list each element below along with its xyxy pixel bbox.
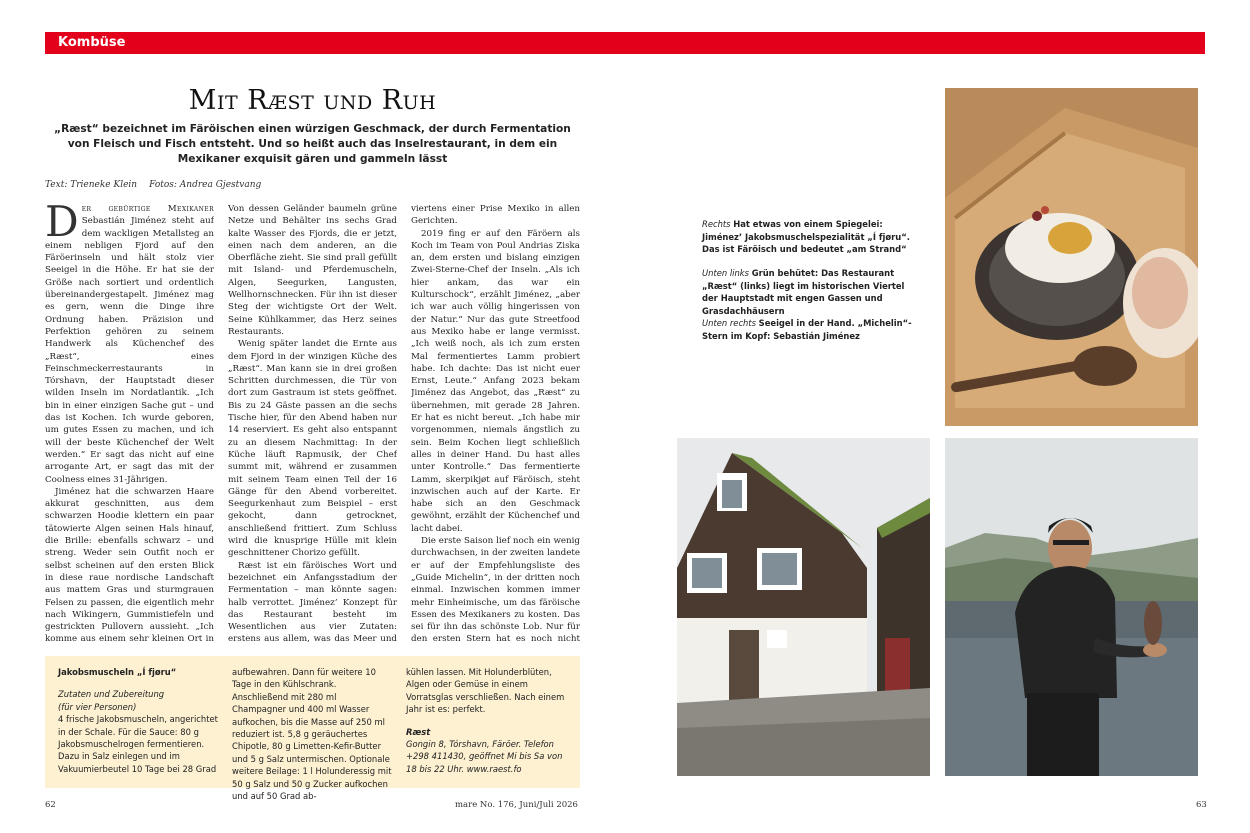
body-paragraph: Die erste Saison lief noch ein wenig durchwachsen, in der zweiten landete er auf der Empfehlungsliste des „Guide Michelin“, in der dritten noch einmal. Inzwischen kommen immer mehr Einheimische, um das färöische Essen des Mexikaners zu kosten. Das sei für ihn das schönste Lob. Nur für den ersten Stern hat es noch nicht bbox=[411, 536, 580, 643]
drop-cap: D bbox=[45, 203, 79, 246]
recipe-text: aufbewahren. Dann für weitere 10 Tage in den Kühlschrank. Anschließend mit 280 ml Champagner und 400 ml Wasser aufkochen, bis die Masse auf 250 ml reduziert ist. 5,8 g geräuchertes Chipotle, 80 g Limetten-Kefir-Butter und 5 g Salz untermischen. Optionale weitere Beilage: 1 l Holunderessig mit 50 g Salz und 50 g Zucker aufkochen und auf 50 Grad ab- bbox=[232, 667, 392, 802]
recipe-column-1 bbox=[58, 666, 218, 778]
body-column-3 bbox=[411, 203, 580, 643]
scallop-dish-photo bbox=[945, 88, 1198, 426]
recipe-title: Jakobsmuscheln „Í fjøru“ bbox=[58, 667, 177, 677]
opening-words: er gebürtige Mexikaner bbox=[81, 204, 214, 214]
body-paragraph: Jiménez hat die schwarzen Haare akkurat geschnitten, aus dem schwarzen Hoodie klettern ein paar tätowierte Algen seinen Hals hinauf, die Brille: ebenfalls schwarz – und streng. Weder sein Outfit noch er selbst scheinen auf den ersten Blick in diese raue nordische Landschaft aus mattem Gras und sturmgrauen Felsen zu passen, die eigentlich mehr nach Wikingern, Gummistiefeln und gestrickten Pullovern aussieht. „Ich komme aus einem sehr kleinen Ort in bbox=[45, 486, 214, 643]
caption-label: Rechts bbox=[702, 219, 731, 229]
photo-credit: Fotos: Andrea Gjestvang bbox=[149, 180, 262, 190]
section-rubric bbox=[45, 32, 1205, 54]
page-number-left: 62 bbox=[45, 800, 56, 810]
restaurant-house-photo bbox=[677, 438, 930, 776]
caption-label: Unten rechts bbox=[702, 318, 756, 328]
body-paragraph: 2019 fing er auf den Färöern als Koch im Team von Poul Andrias Ziska an, dem ersten und bislang einzigen Zwei-Sterne-Chef der Inseln. „Als ich hier ankam, das war ein Kulturschock“, erzählt Jiménez, „aber ich war auch völlig hingerissen von der Natur.“ Nur das gute Streetfood aus Mexiko habe er lange vermisst. „Ich weiß noch, als ich zum ersten Mal fermentiertes Lamm probiert habe. Ich dachte: Das ist nicht euer Ernst, Leute.“ Anfang 2023 bekam Jiménez das Angebot, das „Ræst“ zu übernehmen, mit gerade 28 Jahren. Er hat es nicht bereut. „Ich habe mir vorgenommen, niemals ängstlich zu sein. Beim Kochen liegt schließlich alles in deiner Hand. Du hast alles unter Kontrolle.“ Das fermentierte Lamm, skerpikjøt auf Färöisch, steht inzwischen auch auf der Karte. Er habe sich an den Geschmack gewöhnt, erzählt der Küchenchef und lacht dabei. bbox=[411, 228, 580, 534]
caption-bottom-right bbox=[702, 317, 922, 342]
text-credit: Text: Trieneke Klein bbox=[45, 180, 138, 190]
body-column-1 bbox=[45, 203, 214, 643]
page-number-right: 63 bbox=[1196, 800, 1207, 810]
body-paragraph: Von dessen Geländer baumeln grüne Netze und Behälter ins sechs Grad kalte Wasser des Fjords, die er jetzt, einen nach dem anderen, an die Oberfläche zieht. Sie sind prall gefüllt mit Island- und Pferdemuscheln, Algen, Seegurken, Langusten, Wellhornschnecken. Für ihn ist dieser Steg der wichtigste Ort der Welt. Seine Kühlkammer, das Herz seines Restaurants. bbox=[228, 204, 397, 337]
recipe-text: kühlen lassen. Mit Holunderblüten, Algen oder Gemüse in einem Vorratsglas verschließen. Nach einem Jahr ist es: perfekt. bbox=[406, 667, 565, 715]
article-title: Mit Ræst und Ruh bbox=[188, 85, 437, 116]
recipe-column-3 bbox=[406, 666, 566, 778]
restaurant-name: Ræst bbox=[406, 726, 431, 737]
magazine-issue: mare No. 176, Juni/Juli 2026 bbox=[455, 800, 578, 810]
chef-portrait-photo bbox=[945, 438, 1198, 776]
rubric-label: Kombüse bbox=[58, 35, 126, 50]
caption-text: Grün behütet: Das Restaurant „Ræst“ (links) liegt im historischen Viertel der Hauptstadt mit engen Gassen und Grasdachhäusern bbox=[702, 268, 905, 316]
caption-text: Seeigel in der Hand. „Michelin“-Stern im Kopf: Sebastián Jiménez bbox=[702, 318, 912, 341]
body-paragraph: Sebastián Jiménez steht auf dem wackligen Metallsteg an einem nebligen Fjord auf den Färöerinseln und hält stolz vier Seeigel in die Höhe. Er hat sie der Größe nach sortiert und ordentlich übereinandergestapelt. Jiménez mag es gern, wenn die Dinge ihre Ordnung haben. Präzision und Perfektion gehören zu seinem Handwerk als Küchenchef des „Ræst“, eines Feinschmeckerrestaurants in Tórshavn, der Hauptstadt dieser wilden Inseln im Nordatlantik. „Ich bin in einer einzigen Sache gut – und das ist Kochen. Ich wurde geboren, um gutes Essen zu machen, und ich will der beste Küchenchef der Welt werden.“ Er sagt das nicht auf eine arrogante Art, er sagt das mit der Coolness eines 31-Jährigen. bbox=[45, 216, 214, 485]
body-column-2 bbox=[228, 203, 397, 643]
body-paragraph: viertens einer Prise Mexiko in allen Gerichten. bbox=[411, 204, 580, 227]
body-paragraph: Wenig später landet die Ernte aus dem Fjord in der winzigen Küche des „Ræst“. Man kann sie in drei großen Schritten durchmessen, die Tür von dort zum Gastraum ist stets geöffnet. Bis zu 24 Gäste passen an die sechs Tische hier, für den Abend haben nur 14 reserviert. Es geht also entspannt zu an diesem Nachmittag: In der Küche läuft Rapmusik, der Chef summt mit, während er zusammen mit seinem Team einen Teil der 16 Gänge für den Abend vorbereitet. Seegurkenhaut zum Beispiel – erst gekocht, dann getrocknet, anschließend frittiert. Zum Schluss wird die knusprige Hülle mit klein geschnittener Chorizo gefüllt. bbox=[228, 339, 397, 559]
article-credits bbox=[45, 180, 580, 190]
restaurant-address: Gongin 8, Tórshavn, Färöer. Telefon +298 411430, geöffnet Mi bis Sa von 18 bis 22 Uhr. www.raest.fo bbox=[406, 739, 563, 774]
body-paragraph: Ræst ist ein färöisches Wort und bezeichnet ein Anfangsstadium der Fermentation – man könnte sagen: halb verrottet. Jiménez’ Konzept für das Restaurant besteht im Wesentlichen aus vier Zutaten: erstens aus allem, was das Meer und bbox=[228, 560, 397, 643]
caption-bottom-left bbox=[702, 267, 922, 317]
recipe-box bbox=[45, 656, 580, 802]
recipe-text: 4 frische Jakobsmuscheln, angerichtet in der Schale. Für die Sauce: 80 g Jakobsmuschelrogen fermentieren. Dazu in Salz einlegen und im Vakuumierbeutel 10 Tage bei 28 Grad bbox=[58, 714, 218, 774]
article-body bbox=[45, 203, 580, 643]
caption-right bbox=[702, 218, 922, 256]
caption-label: Unten links bbox=[702, 268, 750, 278]
recipe-column-2 bbox=[232, 666, 392, 802]
recipe-subtitle: Zutaten und Zubereitung bbox=[58, 689, 165, 700]
article-lead: „Ræst“ bezeichnet im Färöischen einen würzigen Geschmack, der durch Fermentation von Fleisch und Fisch entsteht. Und so heißt auch das Inselrestaurant, in dem ein Mexikaner exquisit gären und gammeln lässt bbox=[54, 123, 571, 165]
recipe-servings: (für vier Personen) bbox=[58, 701, 137, 712]
caption-text: Hat etwas von einem Spiegelei: Jiménez’ Jakobsmuschelspezialität „Í fjøru“. Das ist Färöisch und bedeutet „am Strand“ bbox=[702, 219, 910, 254]
